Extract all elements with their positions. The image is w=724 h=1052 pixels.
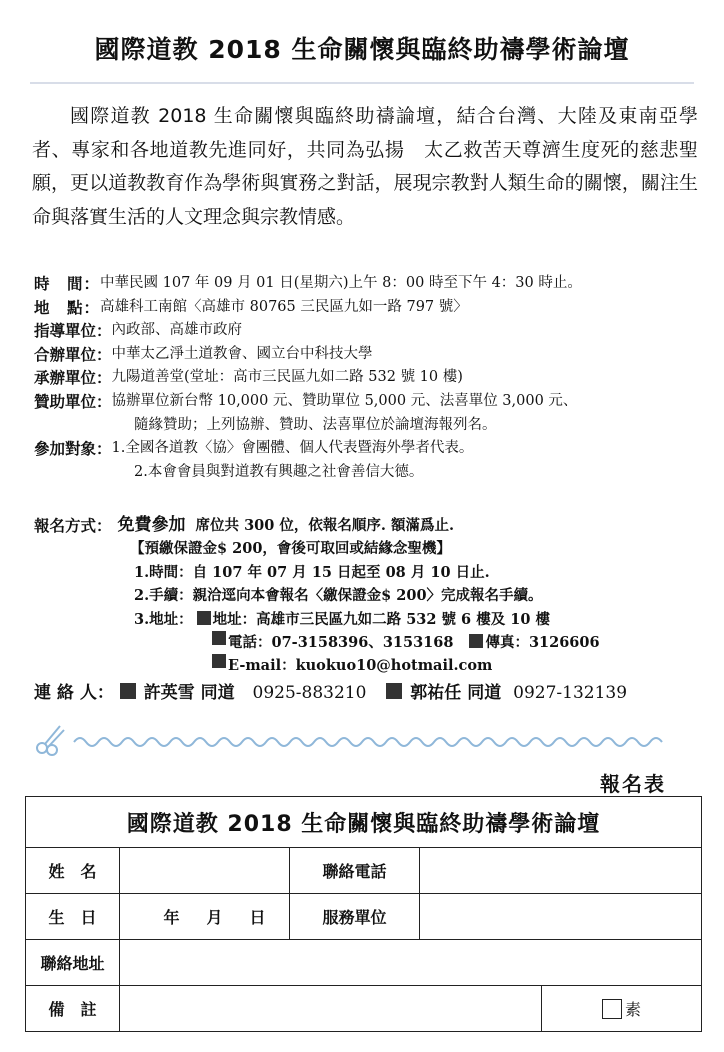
info-audience-cont xyxy=(34,461,704,485)
info-place xyxy=(34,296,704,320)
info-value: 協辦單位新台幣 10,000 元、贊助單位 5,000 元、法喜單位 3,000 元、 xyxy=(111,392,578,409)
info-label: 地 點： xyxy=(34,297,101,317)
reg-phone-row xyxy=(34,631,704,654)
info-guide xyxy=(34,319,704,343)
bullet-square-icon xyxy=(212,654,226,668)
registration-head xyxy=(34,514,704,537)
form-birth-label: 生 日 xyxy=(26,894,120,940)
intro-paragraph: 國際道教 2018 生命關懷與臨終助禱論壇，結合台灣、大陸及東南亞學者、專家和各地道教先進同好，共同為弘揚 太乙救苦天尊濟生度死的慈悲聖願，更以道教教育作為學術與實務之對話，展現宗教對人類生命的關懷，關注生命與落實生活的人文理念與宗教情感。 xyxy=(32,105,698,228)
reg-address: 地址：高雄市三民區九如二路 532 號 6 樓及 10 樓 xyxy=(212,610,550,628)
veg-checkbox[interactable] xyxy=(602,999,622,1019)
info-value: 中華民國 107 年 09 月 01 日(星期六)上午 8：00 時至下午 4：30 時止。 xyxy=(100,275,582,291)
info-value: 中華太乙淨土道教會、國立台中科技大學 xyxy=(111,345,373,362)
form-address-label: 聯絡地址 xyxy=(26,940,120,986)
scissors-cut-line-icon xyxy=(30,720,694,760)
free-badge: 免費參加 xyxy=(117,515,186,535)
info-label: 參加對象： xyxy=(34,439,112,459)
info-label: 承辦單位： xyxy=(34,368,112,388)
registration-section xyxy=(34,514,704,678)
contact-2-name: 郭祐任 同道 xyxy=(410,683,502,703)
form-note-input[interactable] xyxy=(120,986,542,1032)
form-address-input[interactable] xyxy=(120,940,702,986)
info-value: 九陽道善堂(堂址：高市三民區九如二路 532 號 10 樓) xyxy=(111,369,463,386)
contact-1-name: 許英雪 同道 xyxy=(143,683,235,703)
info-label: 贊助單位： xyxy=(34,391,112,411)
bullet-square-icon xyxy=(197,611,211,625)
info-value: 1.全國各道教〈協〉會團體、個人代表暨海外學者代表。 xyxy=(111,440,474,457)
info-value: 高雄科工南館〈高雄市 80765 三民區九如一路 797 號〉 xyxy=(100,298,468,315)
bullet-square-icon xyxy=(469,634,483,648)
reg-item-2: 2.手續：親洽逕向本會報名〈繳保證金$ 200〉完成報名手續。 xyxy=(134,587,543,605)
reg-item-1: 1.時間：自 107 年 07 月 15 日起至 08 月 10 日止. xyxy=(134,563,490,581)
form-note-label: 備 註 xyxy=(26,986,120,1032)
reg-item-3-label: 3.地址： xyxy=(134,610,193,628)
info-value: 2.本會會員與對道教有興趣之社會善信大德。 xyxy=(134,463,424,480)
info-value: 隨緣贊助；上列協辦、贊助、法喜單位於論壇海報列名。 xyxy=(134,416,497,433)
birth-month: 月 xyxy=(206,908,223,927)
form-phone-input[interactable] xyxy=(420,848,702,894)
veg-label: 素 xyxy=(625,1000,642,1019)
bullet-square-icon xyxy=(386,683,402,699)
event-info xyxy=(34,272,704,484)
page-title: 國際道教 2018 生命關懷與臨終助禱學術論壇 xyxy=(94,35,630,64)
birth-day: 日 xyxy=(249,908,266,927)
reg-email-row xyxy=(34,654,704,677)
form-label: 報名表 xyxy=(600,772,666,796)
info-sponsor xyxy=(34,390,704,414)
seats-text: 席位共 300 位，依報名順序. 額滿爲止. xyxy=(195,517,455,534)
form-name-label: 姓 名 xyxy=(26,848,120,894)
birth-year: 年 xyxy=(163,908,180,927)
registration-label: 報名方式： xyxy=(34,516,112,535)
title-divider xyxy=(30,82,694,84)
form-phone-label: 聯絡電話 xyxy=(290,848,420,894)
contact-line xyxy=(34,678,627,703)
info-time xyxy=(34,272,704,296)
info-label: 合辦單位： xyxy=(34,344,112,364)
bullet-square-icon xyxy=(212,631,226,645)
info-co xyxy=(34,343,704,367)
info-audience xyxy=(34,437,704,461)
info-label: 時 間： xyxy=(34,274,101,293)
info-host xyxy=(34,366,704,390)
contact-1-phone: 0925-883210 xyxy=(252,683,367,703)
contact-2-phone: 0927-132139 xyxy=(513,683,628,703)
reg-phone: 電話：07-3158396、3153168 xyxy=(228,634,454,652)
deposit-text: 【預繳保證金$ 200，會後可取回或結緣念聖機】 xyxy=(130,540,451,558)
form-veg-cell xyxy=(542,986,702,1032)
info-label: 指導單位： xyxy=(34,321,112,341)
reg-item-3 xyxy=(34,608,704,631)
info-sponsor-cont xyxy=(34,414,704,438)
reg-fax: 傳真：3126606 xyxy=(485,634,600,652)
contact-label: 連 絡 人： xyxy=(34,683,114,703)
info-value: 內政部、高雄市政府 xyxy=(111,322,243,339)
bullet-square-icon xyxy=(120,683,136,699)
form-birth-input[interactable] xyxy=(120,894,290,940)
form-title: 國際道教 2018 生命關懷與臨終助禱學術論壇 xyxy=(26,797,702,848)
form-unit-input[interactable] xyxy=(420,894,702,940)
form-name-input[interactable] xyxy=(120,848,290,894)
form-unit-label: 服務單位 xyxy=(290,894,420,940)
reg-email: E-mail：kuokuo10@hotmail.com xyxy=(228,657,493,675)
registration-form xyxy=(25,796,702,1032)
